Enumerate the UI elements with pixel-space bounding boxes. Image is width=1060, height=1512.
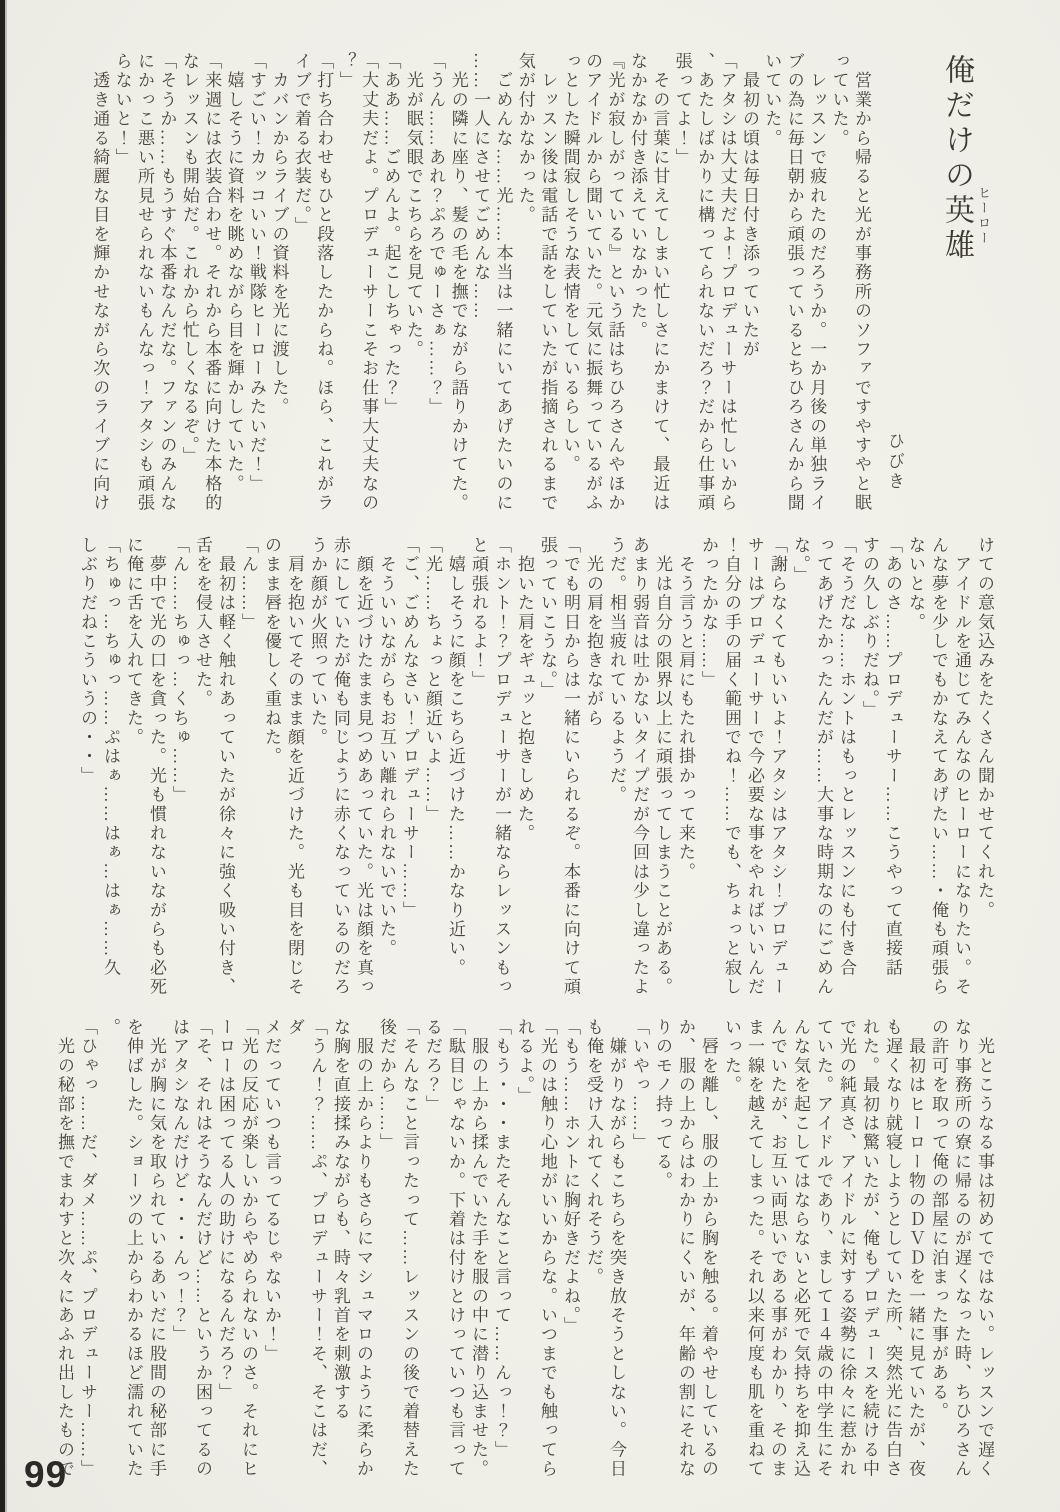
text-column: 『光が寂しがっている』という話はちひろさんやほか	[605, 52, 625, 513]
text-column: 営業から帰ると光が事務所のソファですやすやと眠	[852, 52, 871, 513]
text-column: らないと！」	[112, 52, 132, 168]
text-column: なり事務所の寮に帰るのが遅くなった時、ちひろさん	[952, 1018, 971, 1479]
text-column: ……一人にさせてごめんな……	[471, 52, 491, 321]
text-column: 「大丈夫だよ。プロデューサーこそお仕事大丈夫なの	[359, 52, 379, 513]
text-column: に俺に舌を入れてきた。	[124, 536, 143, 748]
text-column: 「ひゃっ……だ、ダメ……ぷ、プロデューサー……」	[78, 1018, 97, 1479]
text-column: 光が眠気眼でこちらを見ていた。	[403, 52, 423, 360]
title-furigana: ヒーロー	[976, 186, 991, 246]
page-title: 俺だけの英雄	[940, 54, 973, 264]
text-column: 後だから……」	[377, 1018, 396, 1153]
text-column: 唇を離し、服の上から胸を触る。着やせしているの	[699, 1018, 718, 1479]
text-column: ってあげたかったんだが……大事な時期なのにごめん	[814, 536, 833, 997]
text-column: っとした瞬間寂しそうな表情をしているらしい。	[560, 52, 580, 475]
text-column: 「駄目じゃないか。下着は付けとけっていつも言って	[446, 1018, 465, 1479]
text-column: 「そ、それはそうなんだけど……というか困ってるの	[193, 1018, 212, 1479]
text-column: 「ホント！？プロデューサーが一緒ならレッスンもっ	[492, 536, 511, 997]
text-column: れるよ。」	[515, 1018, 534, 1106]
text-column: 夢中で光の口を貪った。光も慣れないながらも必死	[147, 536, 166, 997]
text-column: も俺を受け入れてくれそうだ。	[584, 1018, 603, 1287]
text-column: 「あのさ……プロデューサー……こうやって直接話	[883, 536, 902, 978]
text-column: 。	[101, 1018, 120, 1038]
text-column: 光の秘部を撫でまわすと次々にあふれ出したもので	[55, 1018, 74, 1479]
text-column: カバンからライブの資料を光に渡した。	[269, 52, 289, 417]
text-column: にかっこ悪い所見せられないもんなっ！アタシも頑張	[135, 52, 154, 513]
text-column: 光の隣に座り、髪の毛を撫でながら語りかけてた。	[448, 52, 468, 513]
text-column: も遅くなり就寝しようとしていた所、突然光に告白さ	[883, 1018, 902, 1479]
text-column: イブで着る衣装だ。」	[291, 52, 311, 236]
text-column: ま一線を越えてしまった。それ以来何度も肌を重ねて	[745, 1018, 764, 1479]
text-column: 「ああ……ごめんよ。起こしちゃった？」	[381, 52, 401, 417]
text-column: 「そんなこと言ったって……レッスンの後で着替えた	[400, 1018, 419, 1479]
text-column: ていた。アイドルであり、まして１４歳の中学生にそ	[814, 1018, 833, 1479]
text-column: その言葉に甘えてしまい忙しさにかまけて、最近は	[650, 52, 670, 513]
text-column: 「いやっ……」	[630, 1018, 649, 1153]
text-column: 「ん……」	[239, 536, 258, 632]
text-column: 最初は軽く触れあっていたが徐々に強く吸い付き、	[216, 536, 235, 997]
text-column: 嫌がりながらもこちらを突き放そうとしない。今日	[607, 1018, 626, 1479]
text-column: 光は自分の限界以上に頑張ってしまうことがある。	[653, 536, 672, 997]
text-column: ！自分の手の届く範囲でね！……でも、ちょっと寂し	[722, 536, 741, 997]
text-column: 「そうか……もうすぐ本番なんだな。ファンのみんな	[157, 52, 177, 513]
text-column: 服の上からよりもさらにマシュマロのように柔らか	[354, 1018, 373, 1479]
text-column: るだろ？」	[423, 1018, 442, 1114]
text-column: 透き通る綺麗な目を輝かせながら次のライブに向け	[90, 52, 110, 513]
scan-edge-shadow	[5, 0, 7, 1512]
text-column: 光が胸に気を取られているあいだに股間の秘部に手	[147, 1018, 166, 1479]
text-column: 「もう……ホントに胸好きだよね。」	[561, 1018, 580, 1336]
text-column: 最初はヒーロー物のＤＶＤを一緒に見ていたが、夜	[906, 1018, 925, 1479]
text-column: 「そうだな……ホントはもっとレッスンにも付き合	[837, 536, 856, 978]
text-column: あまり弱音は吐かないタイプだが今回は少し違ったよ	[630, 536, 649, 997]
text-column: 「すごい！カッコいい！戦隊ヒーローみたいだ！」	[247, 52, 267, 494]
text-column: 「うん！？……ぷ、プロデューサー！そ、そこはだ、ダ	[285, 1018, 327, 1479]
text-column: 「アタシは大丈夫だよ！プロデューサーは忙しいから	[717, 52, 737, 513]
text-column: うだ。相当疲れているようだ。	[607, 536, 626, 805]
text-column: と頑張れるよ！」	[469, 536, 488, 690]
text-column: 顔を近づけたまま見つめあっていた。光は顔を真っ	[354, 536, 373, 997]
text-column: 「もう・・・またそんなこと言って……んっ！？」	[492, 1018, 511, 1460]
text-column: 「光のは触り心地がいいからな。いつまでも触ってら	[538, 1018, 557, 1479]
text-column: すの久しぶりだね。」	[860, 536, 879, 720]
text-column: 「謝らなくてもいいよ！アタシはアタシ！プロデュー	[768, 536, 787, 997]
text-column: ブの為に毎日朝から頑張っているとちひろさんから聞	[784, 52, 804, 513]
text-column: しぶりだねこういうの・・」	[78, 536, 97, 786]
text-column: レッスンで疲れたのだろうか。一か月後の単独ライ	[807, 52, 827, 513]
text-column: 赤にしていたが俺も同じように赤くなっているのだろ	[331, 536, 350, 997]
text-column: で光の純真さ、アイドルに対する姿勢に徐々に惹かれ	[837, 1018, 856, 1479]
text-column: 「来週には衣装合わせ。それから本番に向けた本格的	[202, 52, 222, 513]
text-column: 「でも明日からは一緒にいられるぞ。本番に向けて頑	[561, 536, 580, 997]
text-column: な。」	[791, 536, 810, 586]
text-column: りのモノ持ってる。	[653, 1018, 672, 1191]
text-band-middle	[70, 536, 996, 1010]
text-column: ないとな。	[906, 536, 925, 632]
text-column: けての意気込みをたくさん聞かせてくれた。	[975, 536, 994, 920]
text-column: いていた。	[762, 52, 782, 148]
text-column: なレッスンも開始だ。これから忙しくなるぞ。」	[179, 52, 199, 466]
text-column: 、あたしばかりに構ってられないだろ？だから仕事頑	[695, 52, 715, 513]
text-column: 嬉しそうに顔をこちら近づけた……かなり近い。	[446, 536, 465, 978]
text-column: メだっていつも言ってるじゃないか！」	[262, 1018, 281, 1364]
text-column: な胸を直接揉みながらも、時々乳首を刺激する	[331, 1018, 350, 1422]
text-column: はアタシなんだけど・・・んっ！？」	[170, 1018, 189, 1345]
text-column: なかなか付き添えていなかった。	[627, 52, 647, 340]
text-column: 「うん……あれ？ぷろでゅーさぁ……？」	[426, 52, 446, 417]
text-column: 肩を抱いてそのまま顔を近づけた。光も目を閉じそ	[285, 536, 304, 997]
text-column: の許可を取って俺の部屋に泊まった事がある。	[929, 1018, 948, 1422]
text-column: ？」	[336, 52, 356, 91]
text-column: 服の上から揉んでいた手を服の中に潜り込ませた。	[469, 1018, 488, 1479]
text-column: そういいながらもお互い離れられないでいた。	[377, 536, 396, 959]
text-column: 光とこうなる事は初めてではない。レッスンで遅く	[975, 1018, 994, 1479]
author-name: ひびき	[885, 432, 904, 492]
text-column: いった。	[722, 1018, 741, 1095]
text-column: 張っていこうな。」	[538, 536, 557, 701]
text-column: 「光……ちょっと顔近いよ……」	[423, 536, 442, 824]
text-column: か、服の上からはわかりにくいが、年齢の割にそれな	[676, 1018, 695, 1479]
text-column: レッスン後は電話で話をしていたが指摘されるまで	[538, 52, 558, 513]
text-band-top	[78, 52, 872, 524]
text-column: かったかな……」	[699, 536, 718, 690]
text-column: 舌をを侵入させた。	[193, 536, 212, 709]
text-column: のまま唇を優しく重ねた。	[262, 536, 281, 767]
text-column: うか顔が火照っていた。	[308, 536, 327, 748]
text-column: 「打ち合わせもひと段落したからね。ほら、これがラ	[314, 52, 334, 513]
text-column: のアイドルから聞いていた。元気に振舞っているがふ	[583, 52, 603, 513]
text-column: ーローは困ってる人の助けになるんだろ？」	[216, 1018, 235, 1402]
text-column: を伸ばした。ショーツの上からわかるほど濡れていた	[124, 1018, 143, 1479]
text-column: 光の肩を抱きながら	[584, 536, 603, 728]
text-column: 抱いた肩をギュッと抱きしめた。	[515, 536, 534, 844]
text-column: 嬉しそうに資料を眺めながら目を輝かしていた。	[224, 52, 244, 494]
text-column: んな夢を少しでもかなえてあげたい……・俺も頑張ら	[929, 536, 948, 997]
text-column: 張ってよ！」	[672, 52, 692, 168]
page-number: 99	[24, 1454, 68, 1495]
text-column: 「ご、ごめんなさい！プロデューサー……」	[400, 536, 419, 920]
text-column: 最初の頃は毎日付き添っていたが	[739, 52, 759, 360]
text-column: 「ちゅっ…ちゅっ……ぷはぁ……はぁ…はぁ……久	[101, 536, 120, 978]
text-column: ごめんな……光……本当は一緒にいてあげたいのに	[493, 52, 513, 513]
text-column: っていた。	[829, 52, 849, 148]
text-column: そう言うと肩にもたれ掛かって来た。	[676, 536, 695, 882]
text-column: 「ん……ちゅっ…くちゅ……」	[170, 536, 189, 805]
text-column: アイドルを通じてみんなのヒーローになりたい。そ	[952, 536, 971, 997]
text-band-bottom	[55, 1018, 996, 1492]
text-column: んでいたが、お互い両思いである事がわかり、そのま	[768, 1018, 787, 1479]
text-column: んな気を起こしてはならないと必死で気持ちを抑え込	[791, 1018, 810, 1479]
text-column: 「光の反応が楽しいからやめられないのさ。それにヒ	[239, 1018, 258, 1479]
text-column: サーはプロデューサーで今必要な事をやればいいんだ	[745, 536, 764, 997]
text-column: れた。最初は驚いたが、俺もプロデュースを続ける中	[860, 1018, 879, 1479]
text-column: 気が付かなかった。	[515, 52, 535, 225]
